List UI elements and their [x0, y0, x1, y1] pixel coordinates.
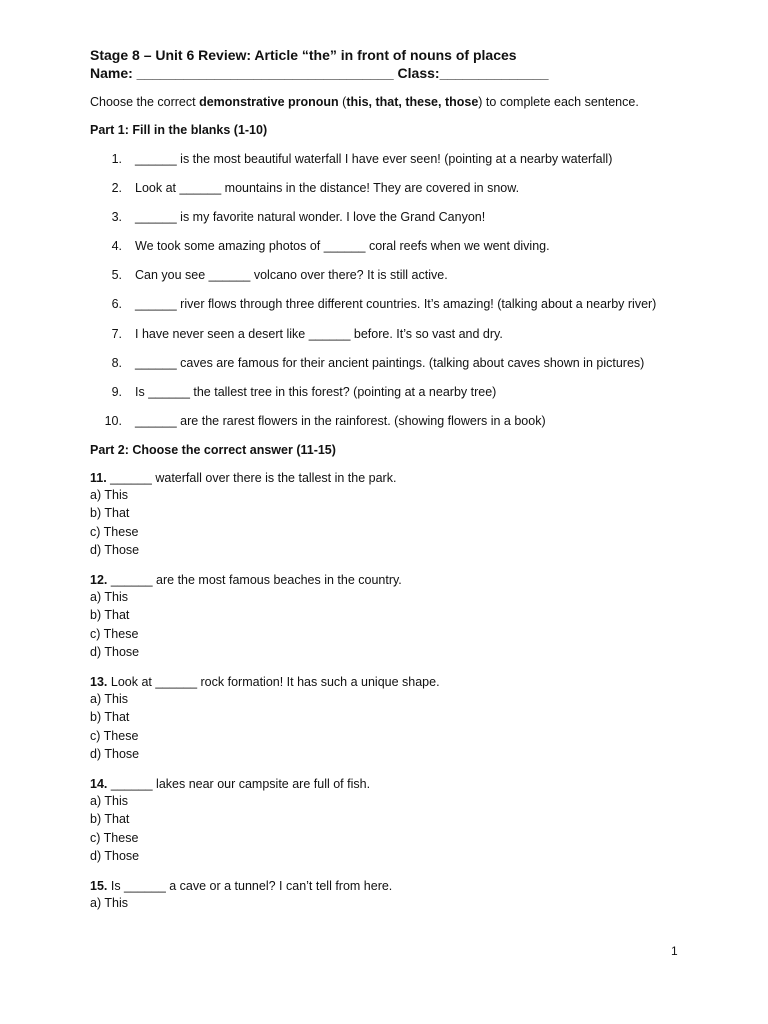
answer-option[interactable]: c) These [90, 830, 139, 845]
part2-heading: Part 2: Choose the correct answer (11-15) [90, 442, 336, 457]
question-stem [90, 674, 690, 690]
answer-option[interactable]: b) That [90, 506, 130, 521]
question-text: ______ lakes near our campsite are full of fish. [107, 776, 371, 791]
item-number: 7. [111, 326, 122, 341]
name-label: Name: [90, 65, 133, 81]
item-text: ______ is the most beautiful waterfall I have ever seen! (pointing at a nearby waterfall) [135, 152, 613, 166]
answer-option[interactable]: c) These [90, 626, 139, 641]
item-number: 8. [111, 355, 122, 370]
item-number: 9. [111, 384, 122, 399]
question-number: 15. [90, 878, 108, 893]
worksheet-title: Stage 8 – Unit 6 Review: Article “the” in front of nouns of places [90, 47, 517, 63]
worksheet-page [90, 46, 690, 912]
answer-option[interactable]: d) Those [90, 543, 140, 558]
item-text: Is ______ the tallest tree in this forest? (pointing at a nearby tree) [135, 384, 497, 399]
list-item [90, 326, 690, 342]
question-text: ______ waterfall over there is the tallest in the park. [106, 470, 397, 485]
list-item [90, 384, 690, 400]
class-label: Class: [393, 65, 440, 81]
list-item [90, 209, 690, 225]
question-number: 12. [90, 572, 108, 587]
item-text: ______ caves are famous for their ancient paintings. (talking about caves shown in pictures) [135, 355, 645, 370]
question-stem [90, 878, 690, 894]
list-item [90, 296, 690, 312]
answer-option[interactable]: d) Those [90, 849, 140, 864]
item-text: We took some amazing photos of ______ coral reefs when we went diving. [135, 239, 550, 254]
list-item [90, 355, 690, 371]
answer-option[interactable]: d) Those [90, 645, 140, 660]
question-text: Look at ______ rock formation! It has such a unique shape. [107, 674, 440, 689]
question-text: ______ are the most famous beaches in the country. [107, 572, 402, 587]
question-number: 14. [90, 776, 108, 791]
answer-option[interactable]: a) This [90, 691, 128, 706]
question-text: Is ______ a cave or a tunnel? I can’t tell from here. [107, 878, 393, 893]
question-number: 13. [90, 674, 108, 689]
list-item [90, 180, 690, 196]
item-text: Look at ______ mountains in the distance! They are covered in snow. [135, 181, 520, 196]
list-item [90, 151, 690, 167]
item-text: ______ river flows through three different countries. It’s amazing! (talking about a nearby river) [135, 297, 657, 312]
instructions-bold-1: demonstrative pronoun [199, 95, 339, 109]
item-number: 5. [111, 268, 122, 283]
instructions-text-2: ( [338, 95, 347, 109]
name-blank[interactable]: _________________________________ [132, 65, 394, 81]
item-text: I have never seen a desert like ______ before. It’s so vast and dry. [135, 326, 503, 341]
name-class-line [90, 64, 690, 82]
answer-option[interactable]: a) This [90, 895, 128, 910]
list-item [90, 238, 690, 254]
item-text: ______ are the rarest flowers in the rainforest. (showing flowers in a book) [135, 413, 546, 428]
item-number: 6. [111, 297, 122, 312]
item-text: ______ is my favorite natural wonder. I love the Grand Canyon! [135, 210, 486, 225]
item-number: 2. [111, 181, 122, 196]
answer-option[interactable]: b) That [90, 812, 130, 827]
item-number: 3. [111, 210, 122, 225]
question-stem [90, 776, 690, 792]
answer-option[interactable]: c) These [90, 728, 139, 743]
answer-option[interactable]: a) This [90, 487, 128, 502]
answer-option[interactable]: d) Those [90, 747, 140, 762]
question-13 [90, 674, 690, 764]
page-number: 1 [671, 944, 678, 958]
part1-list [90, 151, 690, 429]
list-item [90, 413, 690, 429]
answer-option[interactable]: a) This [90, 589, 128, 604]
list-item [90, 267, 690, 283]
instructions-text-1: Choose the correct [90, 95, 200, 109]
item-text: Can you see ______ volcano over there? It is still active. [135, 268, 448, 283]
item-number: 1. [111, 152, 122, 166]
question-stem [90, 470, 690, 486]
answer-option[interactable]: b) That [90, 710, 130, 725]
instructions [90, 94, 690, 110]
answer-option[interactable]: a) This [90, 793, 128, 808]
answer-option[interactable]: c) These [90, 524, 139, 539]
instructions-text-3: ) to complete each sentence. [478, 95, 639, 109]
question-14 [90, 776, 690, 866]
class-blank[interactable]: ______________ [439, 65, 549, 81]
item-number: 10. [104, 413, 122, 428]
question-stem [90, 572, 690, 588]
answer-option[interactable]: b) That [90, 608, 130, 623]
question-12 [90, 572, 690, 662]
part1-heading: Part 1: Fill in the blanks (1-10) [90, 123, 268, 137]
question-15 [90, 878, 690, 913]
instructions-bold-2: this, that, these, those [346, 95, 479, 109]
question-number: 11. [90, 470, 107, 485]
item-number: 4. [111, 239, 122, 254]
question-11 [90, 470, 690, 560]
